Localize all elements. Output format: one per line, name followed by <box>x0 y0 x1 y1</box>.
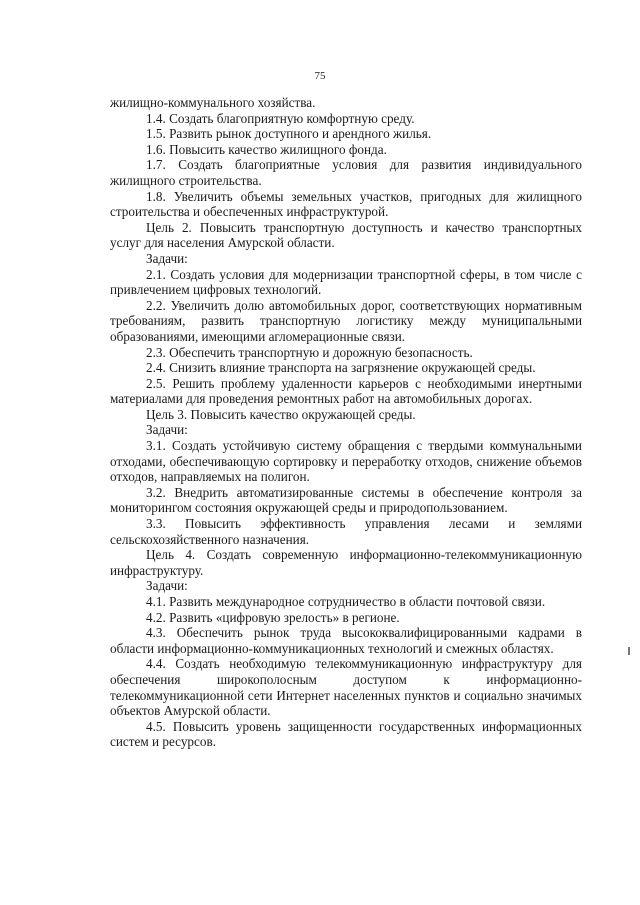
paragraph: Цель 2. Повысить транспортную доступность и качество транспортных услуг для населения Амурской области. <box>110 219 582 251</box>
paragraph: 4.2. Развить «цифровую зрелость» в регионе. <box>146 609 400 625</box>
paragraph: 4.3. Обеспечить рынок труда высококвалифицированными кадрами в области информационно-коммуникационных технологий и смежных областях. <box>110 625 582 656</box>
paragraph: Цель 4. Создать современную информационно-телекоммуникационную инфраструктуру. <box>110 547 582 578</box>
paragraph: 2.5. Решить проблему удаленности карьеров с необходимыми инертными материалами для проведения ремонтных работ на автомобильных дорогах. <box>110 375 582 407</box>
page-number: 75 <box>314 70 326 82</box>
paragraph: 2.1. Создать условия для модернизации транспортной сферы, в том числе с привлечением цифровых технологий. <box>110 266 582 298</box>
paragraph: 1.8. Увеличить объемы земельных участков, пригодных для жилищного строительства и обеспеченных инфраструктурой. <box>110 188 582 220</box>
paragraph: 4.1. Развить международное сотрудничество в области почтовой связи. <box>146 594 546 609</box>
paragraph: 4.4. Создать необходимую телекоммуникационную инфраструктуру для обеспечения широкополосным доступом к информационно-телекоммуникационной сети Интернет населенных пунктов и социально значимых объектов Амурской области. <box>110 656 582 719</box>
paragraph: 2.2. Увеличить долю автомобильных дорог, соответствующих нормативным требованиям, развить транспортную логистику между муниципальными образованиями, имеющими агломерационные связи. <box>110 297 582 344</box>
paragraph: Задачи: <box>146 578 188 594</box>
paragraph: 2.4. Снизить влияние транспорта на загрязнение окружающей среды. <box>146 360 536 376</box>
paragraph: 3.3. Повысить эффективность управления лесами и землями сельскохозяйственного назначения. <box>110 516 582 547</box>
paragraph: 3.1. Создать устойчивую систему обращения с твердыми коммунальными отходами, обеспечивающую сортировку и переработку отходов, снижение объемов отходов, направляемых на полигон. <box>110 438 582 485</box>
paragraph: 4.5. Повысить уровень защищенности государственных информационных систем и ресурсов. <box>110 718 582 750</box>
paragraph: Цель 3. Повысить качество окружающей среды. <box>146 406 416 422</box>
paragraph: 1.4. Создать благоприятную комфортную среду. <box>146 110 415 126</box>
scan-artifact <box>628 647 630 655</box>
paragraph: Задачи: <box>146 250 188 266</box>
paragraph: 3.2. Внедрить автоматизированные системы в обеспечение контроля за мониторингом состояния окружающей среды и природопользованием. <box>110 484 582 516</box>
paragraph: 1.7. Создать благоприятные условия для развития индивидуального жилищного строительства. <box>110 157 582 188</box>
paragraph: 2.3. Обеспечить транспортную и дорожную безопасность. <box>146 344 473 360</box>
paragraph: 1.5. Развить рынок доступного и арендного жилья. <box>146 126 432 142</box>
paragraph: Задачи: <box>146 422 188 438</box>
paragraph: жилищно-коммунального хозяйства. <box>110 95 316 110</box>
paragraph: 1.6. Повысить качество жилищного фонда. <box>146 141 387 157</box>
document-body <box>110 95 582 750</box>
